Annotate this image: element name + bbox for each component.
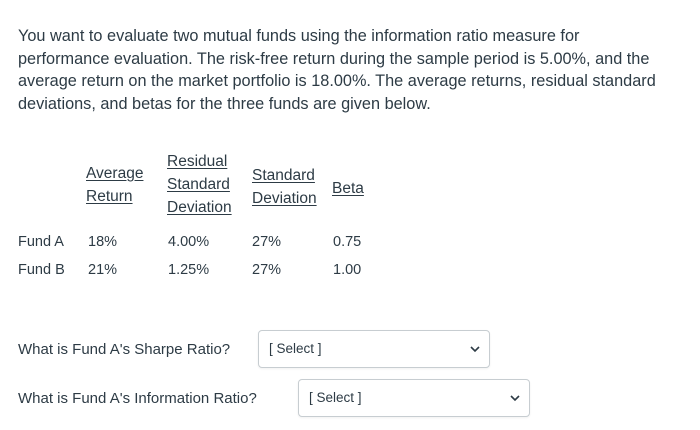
fund-a-sd: 27% xyxy=(252,234,282,250)
chevron-down-icon xyxy=(509,392,521,404)
intro-line: performance evaluation. The risk-free return during the sample period is 5.00%, and the xyxy=(18,49,650,68)
fund-b-sd: 27% xyxy=(252,262,282,278)
fund-a-name: Fund A xyxy=(18,234,64,250)
fund-a-return: 18% xyxy=(88,234,118,250)
question-intro xyxy=(18,25,694,115)
fund-a-residual-sd: 4.00% xyxy=(168,234,210,250)
header-standard-deviation: Standard Deviation xyxy=(252,167,317,207)
header-average-return: Average Return xyxy=(86,165,144,205)
fund-b-name: Fund B xyxy=(18,262,65,278)
header-residual-sd: Residual Standard Deviation xyxy=(167,153,232,216)
intro-line: You want to evaluate two mutual funds using the information ratio measure for xyxy=(18,27,580,45)
sharpe-ratio-select-placeholder: [ Select ] xyxy=(269,341,322,356)
sharpe-ratio-select[interactable] xyxy=(258,330,490,368)
fund-b-residual-sd: 1.25% xyxy=(168,262,210,278)
fund-a-beta: 0.75 xyxy=(333,234,362,250)
information-ratio-select[interactable] xyxy=(298,379,530,417)
sharpe-ratio-question: What is Fund A's Sharpe Ratio? xyxy=(18,341,231,358)
information-ratio-question: What is Fund A's Information Ratio? xyxy=(18,390,257,407)
intro-line: average return on the market portfolio is 18.00%. The average returns, residual standard xyxy=(18,72,656,90)
information-ratio-select-placeholder: [ Select ] xyxy=(309,390,362,405)
header-beta: Beta xyxy=(332,180,364,197)
intro-line: deviations, and betas for the three funds are given below. xyxy=(18,94,431,113)
fund-b-return: 21% xyxy=(88,262,118,278)
chevron-down-icon xyxy=(469,343,481,355)
fund-b-beta: 1.00 xyxy=(333,262,362,278)
